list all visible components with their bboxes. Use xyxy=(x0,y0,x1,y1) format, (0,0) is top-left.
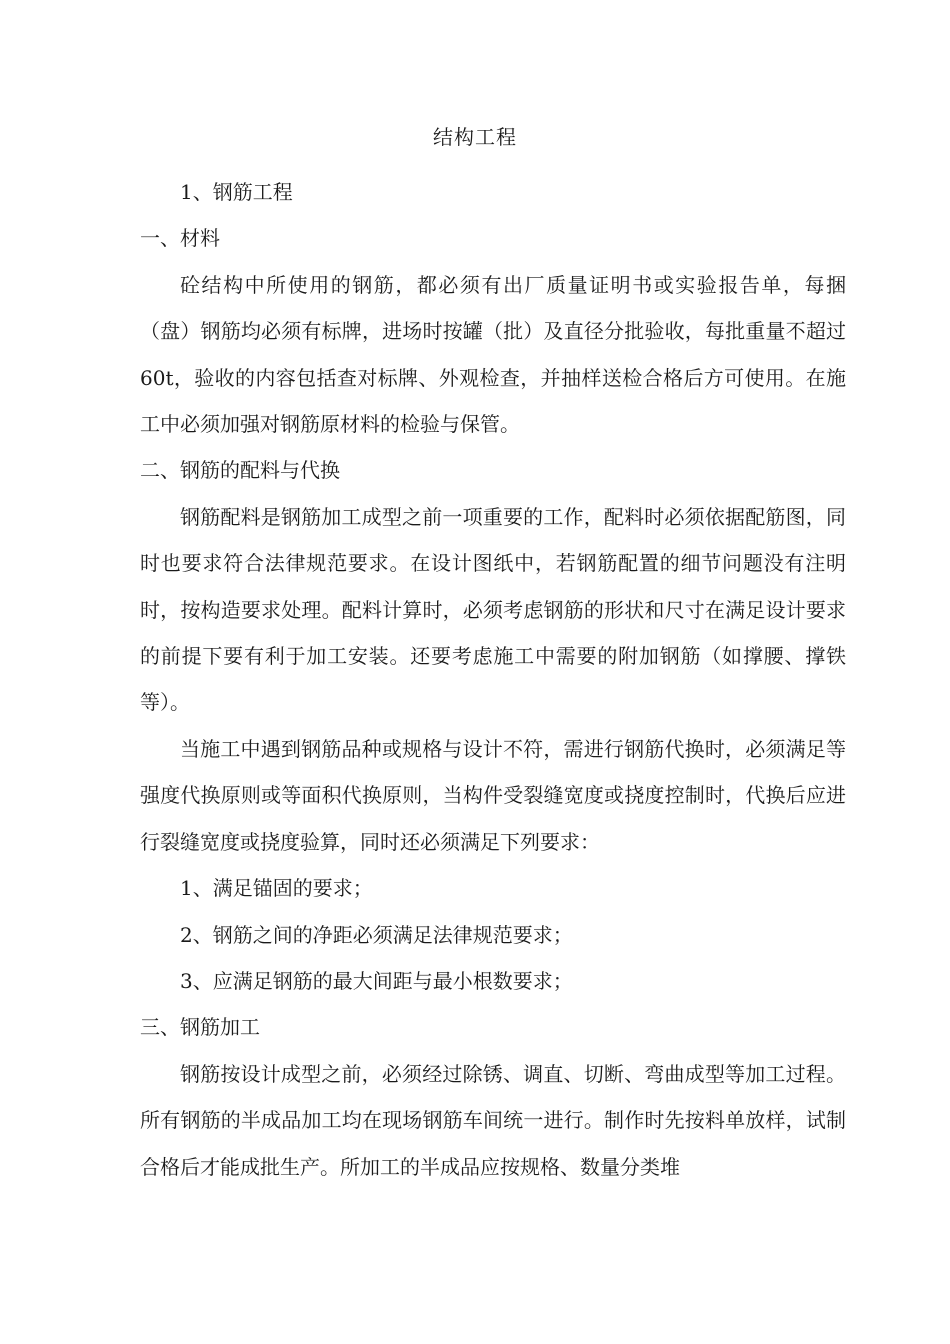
heading-processing: 三、钢筋加工 xyxy=(140,1015,260,1040)
document-body xyxy=(140,169,846,1190)
section-title-rebar: 1、钢筋工程 xyxy=(180,180,293,204)
heading-materials: 一、材料 xyxy=(140,226,220,251)
list-item-max-spacing: 3、应满足钢筋的最大间距与最小根数要求； xyxy=(180,968,573,993)
paragraph-materials: 砼结构中所使用的钢筋，都必须有出厂质量证明书或实验报告单，每捆（盘）钢筋均必须有标牌，进场时按罐（批）及直径分批验收，每批重量不超过60t，验收的内容包括查对标牌、外观检查，并抽样送检合格后方可使用。在施工中必须加强对钢筋原材料的检验与保管。 xyxy=(140,272,846,437)
paragraph-processing: 钢筋按设计成型之前，必须经过除锈、调直、切断、弯曲成型等加工过程。所有钢筋的半成品加工均在现场钢筋车间统一进行。制作时先按料单放样，试制合格后才能成批生产。所加工的半成品应按规格、数量分类堆 xyxy=(140,1061,846,1179)
list-item-clear-spacing: 2、钢筋之间的净距必须满足法律规范要求； xyxy=(180,922,573,947)
paragraph-batching: 钢筋配料是钢筋加工成型之前一项重要的工作，配料时必须依据配筋图，同时也要求符合法律规范要求。在设计图纸中，若钢筋配置的细节问题没有注明时，按构造要求处理。配料计算时，必须考虑钢筋的形状和尺寸在满足设计要求的前提下要有利于加工安装。还要考虑施工中需要的附加钢筋（如撑腰、撑铁等）。 xyxy=(140,504,846,715)
document-title: 结构工程 xyxy=(433,125,517,149)
list-item-anchorage: 1、满足锚固的要求； xyxy=(180,876,373,901)
paragraph-substitution: 当施工中遇到钢筋品种或规格与设计不符，需进行钢筋代换时，必须满足等强度代换原则或等面积代换原则，当构件受裂缝宽度或挠度控制时，代换后应进行裂缝宽度或挠度验算，同时还必须满足下列要求： xyxy=(140,736,846,854)
heading-batching-substitution: 二、钢筋的配料与代换 xyxy=(140,458,340,483)
